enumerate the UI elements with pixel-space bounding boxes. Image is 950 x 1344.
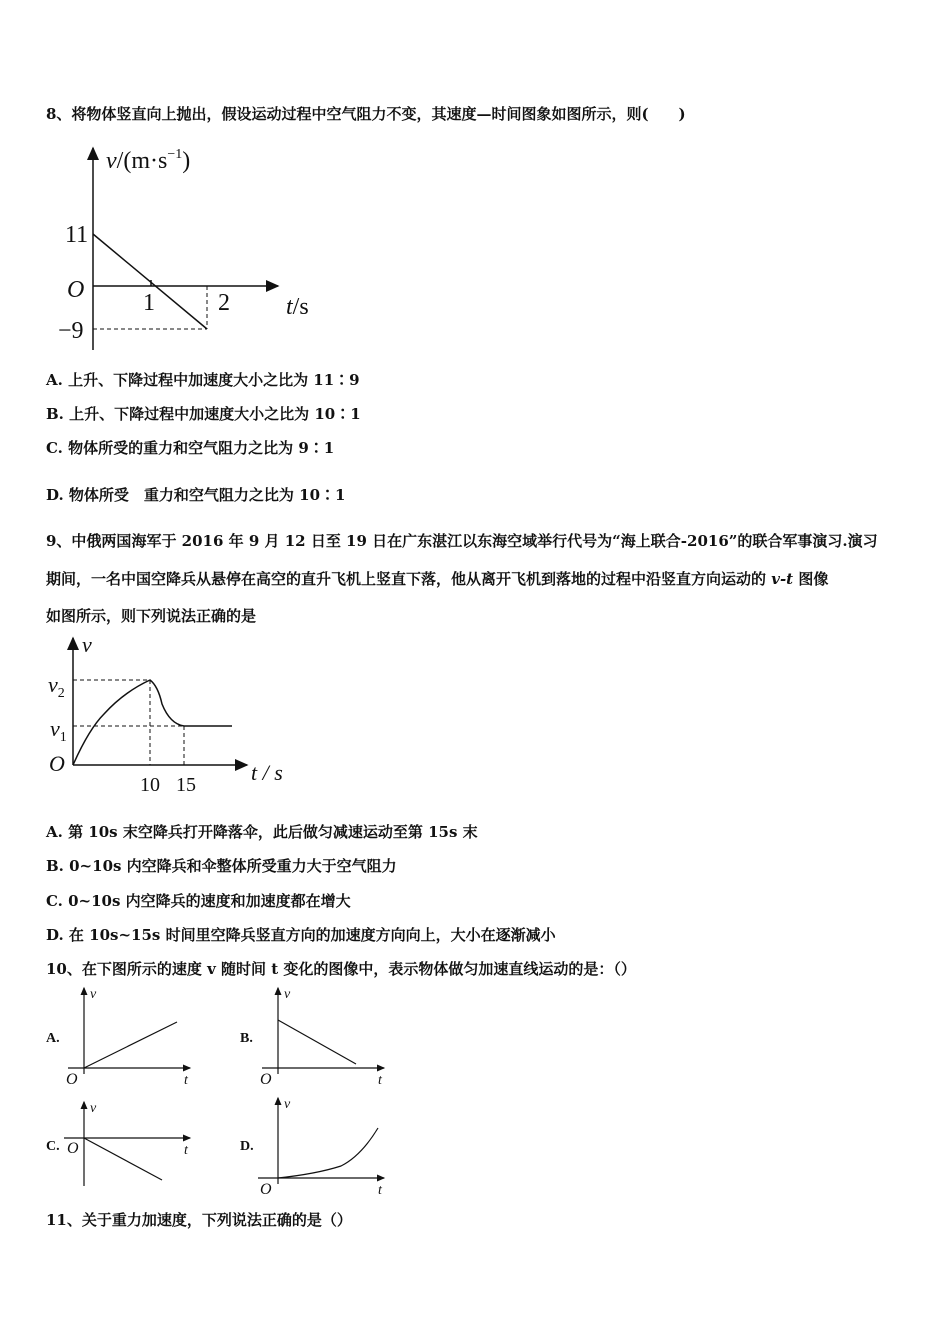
svg-text:v: v [284,1097,291,1112]
q10-graph-c [62,1098,202,1193]
svg-text:t: t [184,1073,188,1088]
svg-text:O: O [260,1071,272,1088]
q9-stem-line1: 9、中俄两国海军于 2016 年 9 月 12 日至 19 日在广东湛江以东海空域举行代号为“海上联合-2016”的联合军事演习.演习 [46,532,878,550]
q9-ylabel: v [82,632,92,657]
q10-c-line [84,1138,162,1180]
q9-xlabel: t / s [251,760,283,785]
q8-origin-label: O [67,277,85,303]
q8-tick-label-2: 2 [218,290,230,316]
q9-stem-line3: 如图所示，则下列说法正确的是 [46,607,257,625]
q9-origin-label: O [49,751,65,776]
q10-a-line [84,1022,177,1068]
q9-v2-label: $v_2$ [48,672,65,701]
q10-label-c: C. [46,1139,60,1154]
q8-option-c: C. 物体所受的重力和空气阻力之比为 9∶1 [46,439,335,457]
q8-tick-label-11: 11 [65,222,89,248]
q8-option-b: B. 上升、下降过程中加速度大小之比为 10∶1 [46,405,361,423]
q9-option-c: C. 0~10s 内空降兵的速度和加速度都在增大 [46,892,351,910]
svg-text:v: v [90,1101,97,1116]
q8-option-a: A. 上升、下降过程中加速度大小之比为 11∶9 [46,371,360,389]
q11-stem: 11、关于重力加速度，下列说法正确的是（） [46,1211,352,1229]
q8-xlabel: t/s [286,294,309,320]
q9-v1-label: $v_1$ [50,716,67,745]
svg-text:t: t [184,1143,188,1158]
q10-label-b: B. [240,1031,253,1046]
q8-ylabel: $v/(m\cdot s^{-1})$ [106,147,191,174]
q10-graph-a [62,984,202,1089]
q10-stem: 10、在下图所示的速度 v 随时间 t 变化的图像中，表示物体做匀加速直线运动的是：（） [46,960,636,978]
q10-label-a: A. [46,1031,60,1046]
q8-vt-graph [50,140,330,360]
q8-stem: 8、将物体竖直向上抛出，假设运动过程中空气阻力不变，其速度—时间图象如图所示，则( ) [46,105,686,123]
svg-text:v: v [284,987,291,1002]
svg-text:v: v [90,987,97,1002]
q10-b-line [278,1020,356,1064]
q8-tick-label-1: 1 [143,290,155,316]
q9-tick-label-10: 10 [140,774,160,796]
q10-d-curve [278,1128,378,1178]
svg-text:O: O [260,1181,272,1198]
q10-graph-d [256,1094,396,1199]
svg-text:O: O [67,1140,79,1157]
svg-text:t: t [378,1073,382,1088]
q8-option-d: D. 物体所受 重力和空气阻力之比为 10∶1 [46,486,346,504]
q8-tick-label-neg9: −9 [58,318,84,344]
q9-stem-line2: 期间，一名中国空降兵从悬停在高空的直升飞机上竖直下落，他从离开飞机到落地的过程中沿竖直方向运动的 v-t 图像 [46,570,829,588]
q9-option-a: A. 第 10s 末空降兵打开降落伞，此后做匀减速运动至第 15s 末 [46,823,478,841]
q9-vt-graph [44,634,294,794]
q9-tick-label-15: 15 [176,774,196,796]
q9-option-b: B. 0~10s 内空降兵和伞整体所受重力大于空气阻力 [46,857,397,875]
svg-text:t: t [378,1183,382,1198]
svg-text:O: O [66,1071,78,1088]
q9-velocity-curve [73,680,232,765]
q9-option-d: D. 在 10s~15s 时间里空降兵竖直方向的加速度方向向上，大小在逐渐减小 [46,926,556,944]
q10-label-d: D. [240,1139,254,1154]
q10-graph-b [256,984,396,1089]
